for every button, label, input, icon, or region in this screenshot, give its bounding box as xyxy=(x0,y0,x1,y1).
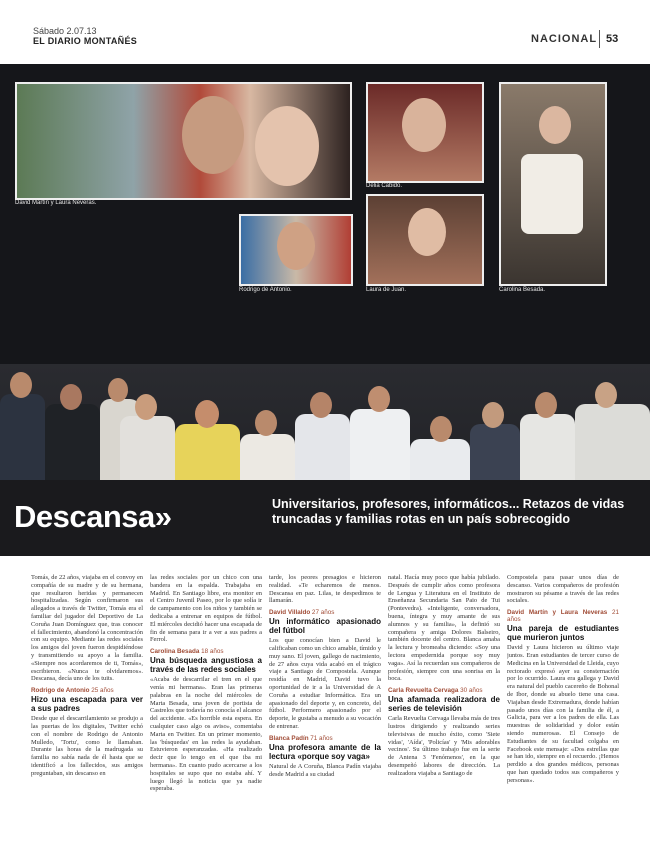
paragraph: Tomás, de 22 años, viajaba en el convoy en compañía de su madre y de su hermana, que resultaron heridas y permanecen hospitalizadas. Según confirmaron sus allegados a través de Twitter, Tomás era el familiar del jugador del Deportivo de La Coruña Juan Domínguez que, tras conocer el fallecimiento, abandonó la concentración con su equipo. Mediante las redes sociales los amigos del joven fueron despidiéndose y transmitiendo su apoyo a la familia. «Siempre nos acordaremos de ti, Tomás», escribieron. «Nunca te olvidaremos». Descansa, decía uno de los tuits. xyxy=(31,574,143,683)
victim-age: 18 años xyxy=(199,648,224,656)
victim-byline xyxy=(269,609,381,616)
victim-byline xyxy=(507,609,619,623)
headline: Descansa» xyxy=(14,499,172,534)
victim-age: 21 años xyxy=(507,609,619,624)
paragraph: tarde, los peores presagios e hicieron realidad. «Te echaremos de menos. Descansa en paz. Lilas, te despedimos te llamarán. xyxy=(269,574,381,605)
victim-name: David Martín y Laura Neveras xyxy=(507,609,608,617)
caption-david-laura: David Martín y Laura Neveras. xyxy=(15,200,97,206)
header-date: Sábado 2.07.13 xyxy=(33,26,97,36)
victim-name: David Villaldo xyxy=(269,609,311,617)
page-number: 53 xyxy=(606,33,619,45)
subheadline: Universitarios, profesores, informáticos... Retazos de vidas truncadas y familias rotas en un país sobrecogido xyxy=(272,497,625,526)
paragraph: Compostela para pasar unos días de descanso. Varios compañeros de profesión mostraron su pésame a través de las redes sociales. xyxy=(507,574,619,605)
section-label: NACIONAL xyxy=(531,33,598,45)
victim-name: Carolina Besada xyxy=(150,648,200,656)
paragraph: Carla Revuelta Cervaga llevaba más de tres lustros dirigiendo y realizando series televisivas de mucho éxito, como 'Siete vidas', 'Aída', 'Policías' y 'Mis adorables vecinos'. Su último trabajo fue en la serie de Antena 3 'Fenómenos', en la que desempeñó labores de dirección. La realizadora viajaba a Santiago de xyxy=(388,715,500,777)
victim-byline xyxy=(388,687,500,694)
victim-byline xyxy=(150,648,262,655)
paragraph: David y Laura hicieron su último viaje juntos. Eran estudiantes de tercer curso de Medicina en la Universidad de Lleida, cuyo rectorado expresó ayer su consternación por lo ocurrido. Laura era gallega y David era natural del pueblo cacereño de Bohonal de Ibor, donde su abuelo tiene una casa. Viajaban desde Extremadura, donde habían pasado unos días con la familia de él, a Galicia, para ver a los padres de ella. Las muestras de solidaridad y dolor están siendo numerosas. El Consejo de Estudiantes de su facultad colgaba en Facebook este mensaje: «Dos estrellas que se han ido, siempre en el recuerdo. ¡Hemos perdido a dos grandes médicos, personas que han quedado todos sus compañeros y personas». xyxy=(507,644,619,784)
paragraph: Natural de A Coruña, Blanca Padín viajaba desde Madrid a su ciudad xyxy=(269,762,381,778)
subheading: Una búsqueda angustiosa a través de las redes sociales xyxy=(150,656,262,675)
victim-byline xyxy=(31,687,143,694)
paragraph: Los que conocían bien a David le calificaban como un chico amable, tímido y muy sano. El joven, gallego de nacimiento, de 27 años cuya vida acabó en el trágico viaje a Santiago de Compostela. Aunque residía en Madrid, David tuvo la oportunidad de ir a la Universidad de A Coruña a estudiar Informática. Era un apasionado del deporte y, en concreto, del fútbol. Performero apasionado por el deporte, le gustaba a menudo a su vocación de entrenar. xyxy=(269,637,381,730)
photo-delia xyxy=(366,82,484,183)
paragraph: natal. Hacía muy poco que había jubilado. Después de cumplir años como profesora de Lengua y Literatura en el Instituto de Enseñanza Secundaria San Paio de Tui (Pontevedra). «Inteligente, conversadora, buena, íntegra y muy amante de sus alumnos y su familia», la definió su compañera y amiga Dolores Balseiro, también docente del centro. Blanca amaba la lectura y bromeaba diciendo: «Soy una lectora empedernida porque soy muy vaga». Así la recuerdan sus compañeros de profesión, siempre con una sonrisa en la boca. xyxy=(388,574,500,683)
subheading: Un informático apasionado del fútbol xyxy=(269,617,381,636)
newspaper-name: EL DIARIO MONTAÑÉS xyxy=(33,36,138,46)
paragraph: las redes sociales por un chico con una bandera en la espalda. Trabajaba en Madrid. En Santiago libre, era monitor en el Centro Juvenil Paseo, por lo que solía ir de campamento con los niños y también se dedicaba a entrenar en equipos de fútbol. El miércoles decidió hacer una escapada de fin de semana para ir a ver a sus padres a Ferrol. xyxy=(150,574,262,644)
victim-age: 30 años xyxy=(458,687,483,695)
victim-name: Carla Revuelta Cervaga xyxy=(388,687,459,695)
photo-carolina xyxy=(499,82,607,286)
victim-name: Blanca Padín xyxy=(269,734,309,742)
paragraph: «Acaba de descarrilar el tren en el que venía mi hermana». Eran las primeras palabras en la noche del miércoles de Marta Besada, una joven de portista de Castrelos que todavía no conocía el alcance del accidente. «Es horrible esta espera. En cualquier caso algo os aviso», comentaba Marta en Twitter. En un primer momento, las 'búsquedas' en las redes la ayudaban. Estuvieron esperanzadas. «Ha realizado decir que lo tengo en el que iba mi hermana». En cuanto pudo acercarse a los hospitales se supo que no estaba ahí. Y luego llegó la noticia que ya nadie esperaba. xyxy=(150,676,262,793)
photo-rodrigo xyxy=(239,214,353,286)
header-divider xyxy=(599,30,600,48)
subheading: Una pareja de estudiantes que murieron juntos xyxy=(507,624,619,643)
victim-name: Rodrigo de Antonio xyxy=(31,687,90,695)
victim-age: 25 años xyxy=(89,687,114,695)
photo-laura-de-juan xyxy=(366,194,484,286)
victim-age: 71 años xyxy=(308,734,333,742)
column-4 xyxy=(388,574,500,846)
paragraph: Desde que el descarrilamiento se produjo a las puertas de los digitales, Twitter echó con el nombre de Rodrigo de Antonio Mulledo, 'Tortu', como le llamaban. Durante las horas de la madrugada su familia no sabía nada de él hasta que se identificó a los fallecidos, sus amigos preguntaban, sin descanso en xyxy=(31,715,143,777)
caption-carolina: Carolina Besada. xyxy=(499,287,546,293)
victim-age: 27 años xyxy=(310,609,335,617)
column-1 xyxy=(31,574,143,846)
subheading: Una profesora amante de la lectura «porque soy vaga» xyxy=(269,742,381,761)
caption-laura-de-juan: Laura de Juan. xyxy=(366,287,407,293)
column-2 xyxy=(150,574,262,846)
caption-rodrigo: Rodrigo de Antonio. xyxy=(239,287,292,293)
subheading: Hizo una escapada para ver a sus padres xyxy=(31,695,143,714)
photo-david-laura xyxy=(15,82,352,200)
caption-delia: Delia Cabido. xyxy=(366,183,403,189)
article-body xyxy=(31,574,621,846)
subheading: Una afamada realizadora de series de televisión xyxy=(388,695,500,714)
column-5 xyxy=(507,574,619,846)
column-3 xyxy=(269,574,381,846)
victim-byline xyxy=(269,735,381,742)
